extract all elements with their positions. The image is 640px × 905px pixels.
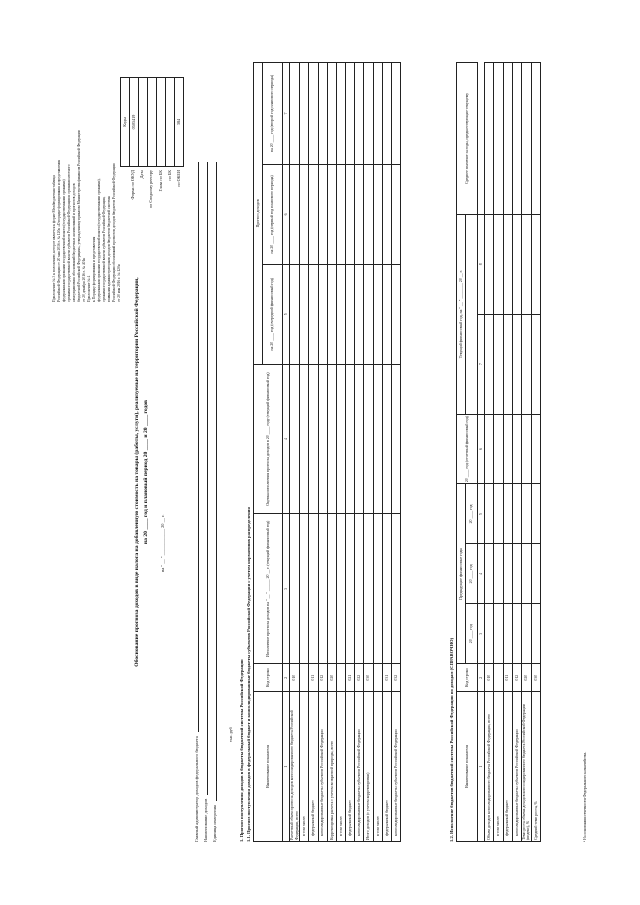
value-cell[interactable] — [336, 514, 345, 664]
value-cell[interactable] — [346, 63, 355, 165]
value-cell[interactable] — [300, 264, 309, 364]
value-cell[interactable] — [531, 414, 540, 484]
appendix-line: Российской Федерации от 20 мая 2016 г. № 120н «О порядке формирования и представления — [56, 159, 61, 302]
header-field-line — [192, 162, 199, 732]
appendix-line: федеральными органами государственной власти (государственными органами) — [61, 179, 66, 302]
value-cell[interactable] — [355, 63, 364, 165]
value-cell[interactable] — [503, 214, 512, 314]
table-row — [373, 63, 382, 842]
row-name: Темп роста объема доходов консолидированного бюджета Российской Федерации (индекс), % — [521, 692, 531, 842]
value-cell[interactable] — [327, 264, 336, 364]
value-cell[interactable] — [512, 214, 521, 314]
t1-head-f1: на 20 ____ год (очередной финансовый год) — [263, 264, 283, 364]
header-field — [199, 162, 208, 842]
t2-head-code: Код строки — [457, 664, 478, 692]
value-cell[interactable] — [318, 63, 327, 165]
title-line-1: Обоснование прогноза доходов в виде налога на добавленную стоимость на товары (работы, услуги), реализуемые на территории Российской Федерации, — [134, 277, 140, 667]
value-cell[interactable] — [373, 264, 382, 364]
value-cell[interactable] — [309, 364, 318, 514]
execution-table — [456, 62, 541, 842]
value-cell[interactable] — [346, 364, 355, 514]
appendix-line: органами государственной власти субъектов Российской Федерации и органами местного — [66, 164, 71, 302]
table-row — [309, 63, 318, 842]
footnote: ¹ На основании отчетности Федерального казначейства. — [583, 751, 587, 842]
value-cell[interactable] — [300, 63, 309, 165]
value-cell[interactable] — [512, 544, 521, 604]
table-row — [318, 63, 327, 842]
value-cell[interactable] — [327, 364, 336, 514]
unit-label: тыс. руб — [228, 727, 233, 742]
code-value — [157, 78, 166, 167]
header-field-line — [210, 162, 217, 801]
value-cell[interactable] — [512, 604, 521, 664]
t2-head-cur: 20 ____ год (отчетный финансовый год) — [457, 414, 478, 484]
appendix-note — [52, 92, 122, 302]
code-value: 384 — [175, 78, 184, 167]
value-cell[interactable] — [309, 164, 318, 264]
code-value — [148, 78, 157, 167]
row-code: 030 — [364, 664, 373, 692]
value-cell[interactable] — [485, 63, 494, 215]
value-cell[interactable] — [485, 484, 494, 544]
value-cell[interactable] — [318, 514, 327, 664]
row-name: федеральный бюджет — [503, 692, 512, 842]
value-cell[interactable] — [494, 414, 503, 484]
value-cell[interactable] — [309, 264, 318, 364]
table-row — [485, 63, 494, 842]
value-cell[interactable] — [521, 604, 531, 664]
value-cell[interactable] — [494, 484, 503, 544]
t1-head-f3: на 20 ____ год (второй год планового периода) — [263, 63, 283, 165]
column-number: 1 — [283, 692, 290, 842]
value-cell[interactable] — [485, 214, 494, 314]
value-cell[interactable] — [503, 63, 512, 215]
value-cell[interactable] — [355, 364, 364, 514]
row-code: 030 — [531, 664, 540, 692]
value-cell[interactable] — [485, 314, 494, 414]
column-number: 1 — [478, 692, 485, 842]
header-field-label: Главный администратор доходов федерального бюджета — [193, 736, 199, 842]
row-code — [336, 664, 345, 692]
table-row — [494, 63, 503, 842]
code-label: Дата — [139, 170, 145, 179]
code-value — [166, 78, 175, 167]
row-code: 031 — [382, 664, 391, 692]
value-cell[interactable] — [355, 264, 364, 364]
row-code — [300, 664, 309, 692]
row-name: в том числе: — [373, 692, 382, 842]
value-cell[interactable] — [485, 604, 494, 664]
row-code: 032 — [392, 664, 401, 692]
t2-head-prev: Предыдущие финансовые годы — [457, 484, 466, 664]
value-cell[interactable] — [300, 364, 309, 514]
row-name: Объем доходов консолидированного бюджета Российской Федерации, всего — [485, 692, 494, 842]
header-field-label: Наименование доходов — [202, 798, 208, 842]
row-code: 012 — [512, 664, 521, 692]
value-cell[interactable] — [364, 63, 373, 165]
column-number: 4 — [478, 544, 485, 604]
value-cell[interactable] — [336, 164, 345, 264]
value-cell[interactable] — [531, 604, 540, 664]
value-cell[interactable] — [494, 314, 503, 414]
value-cell[interactable] — [290, 63, 300, 165]
value-cell[interactable] — [346, 264, 355, 364]
row-name: в том числе: — [336, 692, 345, 842]
value-cell[interactable] — [355, 514, 364, 664]
t2-head-p2: 20 ____ год — [466, 544, 478, 604]
header-field-label: Единица измерения — [211, 805, 217, 842]
value-cell[interactable] — [364, 264, 373, 364]
column-number: 5 — [478, 484, 485, 544]
section-1-title: 1. Прогноз поступления доходов в бюджеты бюджетной системы Российской Федерации — [239, 659, 244, 842]
value-cell[interactable] — [512, 63, 521, 215]
value-cell[interactable] — [494, 604, 503, 664]
t1-head-estimate: Оценка исполнения прогноза доходов в 20 ____ году (текущий финансовый год) — [254, 364, 283, 514]
section-1-2-title: 1.2. Исполнение бюджетов бюджетной системы Российской Федерации по доходам (СПРАВОЧНО) — [449, 637, 454, 842]
row-name: федеральный бюджет — [309, 692, 318, 842]
column-number: 3 — [478, 604, 485, 664]
row-name: Корректировка расчета с учетом возвратной природы, всего — [327, 692, 336, 842]
table-row — [392, 63, 401, 842]
row-code: 022 — [355, 664, 364, 692]
value-cell[interactable] — [290, 364, 300, 514]
code-label: по ОКЕИ — [175, 170, 181, 187]
value-cell[interactable] — [531, 484, 540, 544]
value-cell[interactable] — [503, 414, 512, 484]
row-code: 020 — [327, 664, 336, 692]
value-cell[interactable] — [382, 264, 391, 364]
value-cell[interactable] — [346, 514, 355, 664]
form-title — [134, 192, 153, 752]
value-cell[interactable] — [355, 164, 364, 264]
value-cell[interactable] — [318, 264, 327, 364]
code-value: 0505419 — [130, 78, 139, 167]
column-number: 2 — [283, 664, 290, 692]
value-cell[interactable] — [382, 63, 391, 165]
section-1-1-title: 1.1. Прогноз поступления доходов в федеральный бюджет и консолидированные бюджеты субъектов Российской Федерации с учетом нормативов распределения — [246, 507, 251, 842]
value-cell[interactable] — [300, 164, 309, 264]
rotated-form — [42, 2, 598, 902]
row-name: консолидированные бюджеты субъектов Российской Федерации — [318, 692, 327, 842]
value-cell[interactable] — [290, 264, 300, 364]
value-cell[interactable] — [521, 414, 531, 484]
value-cell[interactable] — [318, 364, 327, 514]
row-name: Итого доходов (с учетом корректировки) — [364, 692, 373, 842]
value-cell[interactable] — [327, 164, 336, 264]
header-field — [208, 162, 217, 842]
table-row — [290, 63, 300, 842]
value-cell[interactable] — [336, 364, 345, 514]
row-code — [373, 664, 382, 692]
value-cell[interactable] — [373, 164, 382, 264]
column-number: 6 — [478, 414, 485, 484]
row-code: 011 — [503, 664, 512, 692]
row-name: федеральный бюджет — [346, 692, 355, 842]
row-code: 020 — [521, 664, 531, 692]
value-cell[interactable] — [382, 514, 391, 664]
value-cell[interactable] — [382, 364, 391, 514]
table-row — [336, 63, 345, 842]
value-cell[interactable] — [531, 314, 540, 414]
value-cell[interactable] — [392, 164, 401, 264]
header-fields — [190, 162, 217, 842]
t2-head-curdate: на " __ " ________ 20 __ г. — [458, 270, 463, 314]
t2-head-avg: Среднее значение за годы, предшествующие текущему — [457, 63, 478, 215]
value-cell[interactable] — [336, 264, 345, 364]
value-cell[interactable] — [392, 63, 401, 165]
t2-head-name: Наименование показателя — [457, 692, 478, 842]
row-name: федеральный бюджет — [382, 692, 391, 842]
value-cell[interactable] — [494, 63, 503, 215]
row-code: 021 — [346, 664, 355, 692]
row-name: консолидированные бюджеты субъектов Российской Федерации — [392, 692, 401, 842]
codes-header: Коды — [121, 78, 130, 167]
t2-head-p3: 20 ____ год — [466, 484, 478, 544]
value-cell[interactable] — [392, 514, 401, 664]
value-cell[interactable] — [521, 484, 531, 544]
column-number: 2 — [478, 664, 485, 692]
appendix-line: федеральными органами государственной власти (государственными органами), — [96, 178, 101, 302]
value-cell[interactable] — [336, 63, 345, 165]
value-cell[interactable] — [494, 214, 503, 314]
table-row — [512, 63, 521, 842]
row-name: консолидированные бюджеты субъектов Российской Федерации — [355, 692, 364, 842]
t2-head-curfy-text: Текущий финансовый год, — [458, 314, 463, 359]
value-cell[interactable] — [521, 314, 531, 414]
appendix-line: Приложение № 4 — [86, 275, 91, 302]
codes-table — [120, 77, 184, 167]
appendix-line: главными администраторами доходов бюджетов бюджетной системы — [106, 195, 111, 302]
row-name: в том числе: — [494, 692, 503, 842]
appendix-line: от 20 декабря 2016 г. № 401н — [81, 257, 86, 302]
value-cell[interactable] — [531, 544, 540, 604]
value-cell[interactable] — [503, 604, 512, 664]
value-cell[interactable] — [503, 484, 512, 544]
code-label: Форма по ОКУД — [130, 170, 135, 200]
column-number: 5 — [283, 264, 290, 364]
code-label: Глава по БК — [157, 170, 163, 192]
code-label: по Сводному реестру — [148, 170, 154, 209]
value-cell[interactable] — [512, 414, 521, 484]
code-value — [139, 78, 148, 167]
column-number: 8 — [478, 214, 485, 314]
row-code: 010 — [290, 664, 300, 692]
value-cell[interactable] — [327, 63, 336, 165]
column-number: 7 — [478, 314, 485, 414]
appendix-line: Российской Федерации обоснований прогнозов доходов бюджетов Российской Федерации — [111, 163, 116, 302]
value-cell[interactable] — [318, 164, 327, 264]
header-field — [190, 162, 199, 842]
forecast-table — [253, 62, 401, 842]
appendix-line: органами государственной власти субъектов Российской Федерации, — [101, 196, 106, 302]
value-cell[interactable] — [327, 514, 336, 664]
row-name: в том числе: — [300, 692, 309, 842]
t1-head-name: Наименование показателя — [254, 692, 283, 842]
value-cell[interactable] — [485, 544, 494, 604]
title-line-2: на 20 ____ год и плановый период 20 ____ и 20 ____ годов — [143, 399, 150, 545]
value-cell[interactable] — [503, 544, 512, 604]
appendix-line: самоуправления обоснований бюджетных ассигнований и прогнозов доходов — [71, 183, 76, 302]
t2-head-blank — [466, 214, 478, 414]
t1-head-forecast: Прогноз доходов — [254, 63, 263, 365]
value-cell[interactable] — [531, 63, 540, 215]
value-cell[interactable] — [521, 544, 531, 604]
value-cell[interactable] — [373, 63, 382, 165]
table-row — [355, 63, 364, 842]
value-cell[interactable] — [364, 164, 373, 264]
t2-head-curfy — [457, 214, 466, 414]
column-number: 7 — [283, 63, 290, 165]
value-cell[interactable] — [373, 514, 382, 664]
value-cell[interactable] — [512, 484, 521, 544]
value-cell[interactable] — [531, 214, 540, 314]
column-number: 4 — [283, 364, 290, 514]
value-cell[interactable] — [364, 514, 373, 664]
table-row — [531, 63, 540, 842]
value-cell[interactable] — [309, 514, 318, 664]
header-field-line — [201, 162, 208, 795]
table-row — [327, 63, 336, 842]
value-cell[interactable] — [494, 544, 503, 604]
appendix-line: к Порядку формирования и представления — [91, 236, 96, 302]
value-cell[interactable] — [373, 364, 382, 514]
codes-labels — [128, 170, 183, 242]
value-cell[interactable] — [346, 164, 355, 264]
value-cell[interactable] — [364, 364, 373, 514]
row-name: консолидированные бюджеты субъектов Российской Федерации — [512, 692, 521, 842]
form-date: на " __ " ____________ 20 __ г. — [160, 514, 165, 572]
value-cell[interactable] — [512, 314, 521, 414]
value-cell[interactable] — [392, 364, 401, 514]
table-row — [521, 63, 531, 842]
value-cell[interactable] — [382, 164, 391, 264]
table-row — [382, 63, 391, 842]
row-name: Средний темп роста, % — [531, 692, 540, 842]
table-row — [300, 63, 309, 842]
column-number: 6 — [283, 164, 290, 264]
t2-head-p1: 20 ____ год — [466, 604, 478, 664]
appendix-line: Приложение № 3 к положению, которое является к форме Межбюджетная таблица — [52, 175, 56, 302]
value-cell[interactable] — [290, 514, 300, 664]
row-code: 011 — [309, 664, 318, 692]
row-name: Расчетный объем прогноза доходов консолидированного бюджета Российской Федерации, всего — [290, 692, 300, 842]
value-cell[interactable] — [309, 63, 318, 165]
table-row — [503, 63, 512, 842]
t1-head-f2: на 20 ____ год (первый год планового периода) — [263, 164, 283, 264]
t1-head-exec: Исполнение прогноза доходов на " __ " ______ 20 __ г. (текущий финансовый год) — [254, 514, 283, 664]
value-cell[interactable] — [485, 414, 494, 484]
row-code: 010 — [485, 664, 494, 692]
table-row — [346, 63, 355, 842]
value-cell[interactable] — [392, 264, 401, 364]
appendix-line: от 20 мая 2016 г. № 120н — [116, 264, 121, 302]
value-cell[interactable] — [290, 164, 300, 264]
column-number: 3 — [283, 514, 290, 664]
value-cell[interactable] — [521, 214, 531, 314]
row-code: 012 — [318, 664, 327, 692]
value-cell[interactable] — [503, 314, 512, 414]
t1-head-code: Код строки — [254, 664, 283, 692]
value-cell[interactable] — [521, 63, 531, 215]
value-cell[interactable] — [300, 514, 309, 664]
row-code — [494, 664, 503, 692]
table-row — [364, 63, 373, 842]
code-label: по БК — [166, 170, 172, 181]
appendix-line: бюджетной Российской Федерации», утвержденному приказом Министерства финансов Российской Федерации — [76, 130, 81, 302]
